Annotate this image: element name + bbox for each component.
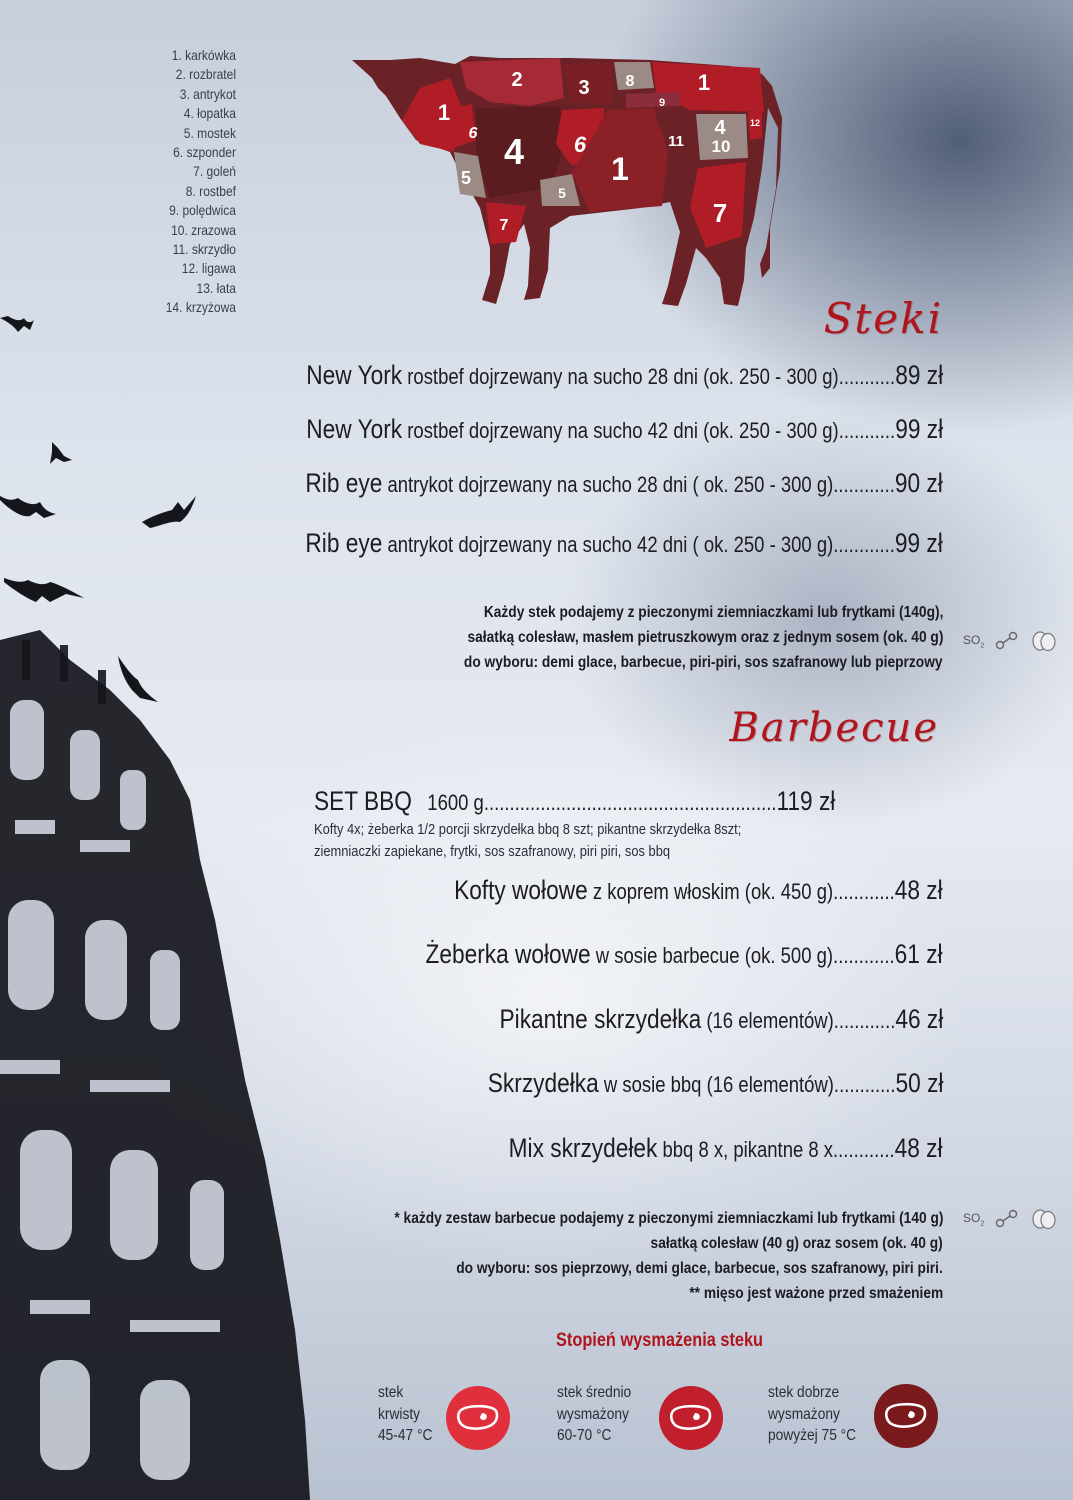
item-price: 48 zł xyxy=(895,1133,943,1163)
item-desc: rostbef dojrzewany na sucho 28 dni (ok. 250 - 300 g)........... xyxy=(402,364,896,389)
bbq-item xyxy=(361,875,943,906)
cow-number: 6 xyxy=(573,132,587,157)
item-name: Skrzydełka xyxy=(487,1068,599,1098)
egg-icon xyxy=(1030,1208,1058,1230)
medium-steak-icon xyxy=(659,1386,723,1450)
item-name: Kofty wołowe xyxy=(454,875,589,905)
item-price: 46 zł xyxy=(895,1004,943,1034)
celery-icon xyxy=(994,631,1020,651)
item-name: New York xyxy=(306,414,403,444)
doneness-rare: stek krwisty 45-47 °C xyxy=(378,1382,578,1462)
cut-list-item: 9. polędwica xyxy=(169,202,236,219)
item-price: 89 zł xyxy=(895,360,943,390)
cut-list-item: 6. szponder xyxy=(173,144,236,161)
sulphites-icon: $SO_2$ xyxy=(963,1210,985,1228)
set-price: 119 zł xyxy=(776,786,836,816)
bat-icon xyxy=(118,656,158,702)
item-name: Rib eye xyxy=(305,528,383,558)
item-name: Żeberka wołowe xyxy=(425,939,592,969)
set-weight: 1600 g. xyxy=(427,790,489,815)
set-name: SET BBQ xyxy=(314,786,412,816)
cut-list-item: 5. mostek xyxy=(183,124,236,141)
cow-number: 2 xyxy=(511,69,523,91)
cow-number: 7 xyxy=(499,217,509,234)
cow-number: 7 xyxy=(712,198,728,228)
cow-number: 5 xyxy=(558,185,566,201)
item-desc: w sosie bbq (16 elementów)............ xyxy=(598,1072,896,1097)
item-price: 90 zł xyxy=(895,468,943,498)
item-price: 48 zł xyxy=(895,875,943,905)
well-done-steak-icon xyxy=(874,1384,938,1448)
cow-number: 4 xyxy=(503,131,525,172)
bat-icon xyxy=(4,578,84,602)
item-price: 61 zł xyxy=(895,939,943,969)
item-desc: (16 elementów)............ xyxy=(700,1008,896,1033)
item-desc: rostbef dojrzewany na sucho 42 dni (ok. 250 - 300 g)........... xyxy=(402,418,896,443)
steak-item xyxy=(184,468,943,499)
cow-number: 11 xyxy=(668,133,684,150)
beef-cuts-list xyxy=(120,46,236,318)
item-price: 99 zł xyxy=(895,528,943,558)
cow-number: 10 xyxy=(711,137,731,156)
steak-item xyxy=(185,414,943,445)
cut-list-item: 12. ligawa xyxy=(181,260,236,277)
allergen-icons xyxy=(963,1208,1058,1230)
bbq-item xyxy=(415,1004,943,1035)
bbq-set-item: SET BBQ 1600 g.........................................................119 zł Kofty 4x; żeberka 1/2 porcji skrzydełka bbq 8 szt; pikantne skrzydełka 8szt; ziemniaczki zapiekane, frytki, sos szafranowy, piri piri, sos bbq xyxy=(314,786,944,863)
bat-icon xyxy=(0,316,34,332)
barbecue-note: * każdy zestaw barbecue podajemy z pieczonymi ziemniaczkami lub frytkami (140 g) sałatką colesław (40 g) oraz sosem (ok. 40 g) do wyboru: sos pieprzowy, demi glace, barbecue, sos szafranowy, piri piri. ** mięso jest ważone przed smażeniem xyxy=(393,1210,943,1302)
cow-number: 6 xyxy=(468,125,478,142)
cow-number: 8 xyxy=(625,73,635,90)
celery-icon xyxy=(994,1209,1020,1229)
cut-list-item: 14. krzyżowa xyxy=(165,299,236,316)
cut-list-item: 4. łopatka xyxy=(183,105,236,122)
cut-list-item: 1. karkówka xyxy=(171,47,236,63)
item-price: 50 zł xyxy=(895,1068,943,1098)
cow-number: 1 xyxy=(437,100,451,125)
doneness-title: Stopień wysmażenia steku xyxy=(556,1330,764,1351)
cow-number: 5 xyxy=(460,168,472,188)
item-desc: bbq 8 x, pikantne 8 x............ xyxy=(657,1137,896,1162)
item-name: Rib eye xyxy=(305,468,383,498)
cut-list-item: 7. goleń xyxy=(193,163,236,180)
item-desc: w sosie barbecue (ok. 500 g)............ xyxy=(591,943,896,968)
egg-icon xyxy=(1030,630,1058,652)
allergen-icons xyxy=(963,630,1058,652)
bbq-item xyxy=(426,1133,943,1164)
cut-list-item: 11. skrzydło xyxy=(172,241,236,258)
cow-number: 9 xyxy=(658,97,666,109)
steak-item xyxy=(184,528,943,559)
cut-list-item: 3. antrykot xyxy=(179,85,236,102)
doneness-medium: stek średnio wysmażony 60-70 °C xyxy=(557,1382,757,1462)
sulphites-icon: $SO_2$ xyxy=(963,632,985,650)
cut-list-item: 2. rozbratel xyxy=(175,66,236,83)
cut-list-item: 13. łata xyxy=(196,279,236,296)
set-description: Kofty 4x; żeberka 1/2 porcji skrzydełka bbq 8 szt; pikantne skrzydełka 8szt; ziemniaczki zapiekane, frytki, sos szafranowy, piri piri, sos bbq xyxy=(314,821,742,860)
bat-icon xyxy=(0,496,56,518)
item-name: Pikantne skrzydełka xyxy=(499,1004,701,1034)
cow-number: 1 xyxy=(611,151,629,187)
cut-list-item: 10. zrazowa xyxy=(171,221,236,238)
item-price: 99 zł xyxy=(895,414,943,444)
bat-icon xyxy=(142,496,196,528)
cut-list-item: 8. rostbef xyxy=(185,182,236,199)
beef-cuts-diagram xyxy=(350,48,790,320)
item-desc: antrykot dojrzewany na sucho 42 dni ( ok. 250 - 300 g)............ xyxy=(382,532,896,557)
bat-icon xyxy=(50,442,72,464)
bbq-item xyxy=(401,1068,943,1099)
item-name: Mix skrzydełek xyxy=(509,1133,658,1163)
barbecue-section-title: Barbecue xyxy=(729,705,939,751)
steki-section-title: Steki xyxy=(823,294,943,343)
item-name: New York xyxy=(306,360,403,390)
cow-number: 1 xyxy=(697,70,711,95)
cow-number: 12 xyxy=(749,118,761,128)
doneness-well-done: stek dobrze wysmażony powyżej 75 °C xyxy=(768,1382,968,1462)
bbq-item xyxy=(327,939,943,970)
rare-steak-icon xyxy=(446,1386,510,1450)
cow-number: 3 xyxy=(578,77,590,99)
cow-number: 4 xyxy=(714,117,726,139)
steki-note: Każdy stek podajemy z pieczonymi ziemniaczkami lub frytkami (140g), sałatką colesław, masłem pietruszkowym oraz z jednym sosem (ok. 40 g) do wyboru: demi glace, barbecue, piri-piri, sos szafranowy lub pieprzowy xyxy=(464,604,943,671)
steak-item xyxy=(185,360,943,391)
item-desc: z koprem włoskim (ok. 450 g)............ xyxy=(588,879,896,904)
item-desc: antrykot dojrzewany na sucho 28 dni ( ok. 250 - 300 g)............ xyxy=(382,472,896,497)
